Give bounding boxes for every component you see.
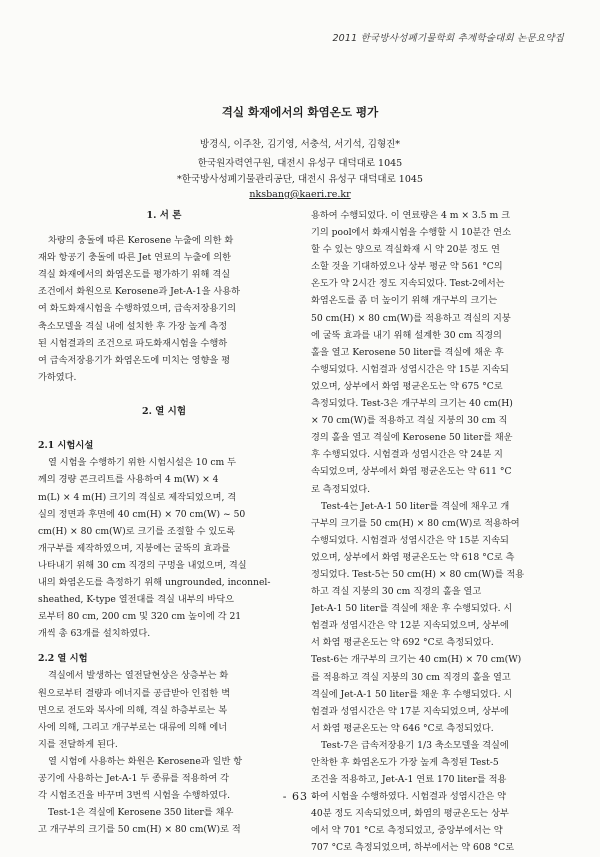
text-line: 측정되었다. Test-3은 개구부의 크기는 40 cm(H): [311, 398, 513, 410]
text-line: 기의 pool에서 화재시험을 수행할 시 10분간 연소: [311, 227, 511, 239]
right-column: [311, 207, 563, 857]
introduction-paragraph: [38, 232, 290, 386]
affiliation-primary: 한국원자력연구원, 대전시 유성구 대덕대로 1045: [197, 158, 403, 169]
author-email[interactable]: nksbang@kaeri.re.kr: [249, 189, 351, 200]
text-line: 각 시험조건을 바꾸며 3번씩 시험을 수행하였다.: [38, 790, 230, 802]
text-line: 수행되었다. 시험결과 성염시간은 약 15분 지속되: [311, 534, 509, 546]
text-line: 열 시험을 수행하기 위한 시험시설은 10 cm 두: [48, 457, 236, 469]
text-line: 조건에서 화원으로 Kerosene과 Jet-A-1을 사용하: [38, 286, 241, 298]
text-line: 구부의 크기를 50 cm(H) × 80 cm(W)로 적용하여: [311, 517, 520, 529]
section-heading-thermal-test: 2. 열 시험: [141, 406, 187, 418]
text-line: 안착한 후 화염온도가 가장 높게 측정된 Test-5: [311, 757, 499, 768]
text-line: 50 cm(H) × 80 cm(W)를 적용하고 격실의 지붕: [311, 312, 511, 324]
text-line: 께의 경량 콘크리트를 사용하여 4 m(W) × 4: [38, 474, 219, 486]
text-line: 40분 정도 지속되었으며, 화염의 평균온도는 상부: [311, 808, 509, 820]
text-line: 경의 홀을 열고 격실에 Kerosene 50 liter를 채운: [311, 432, 513, 444]
text-line: Jet-A-1 50 liter를 격실에 채운 후 수행되었다. 시: [311, 603, 513, 615]
text-line: m(L) × 4 m(H) 크기의 격실로 제작되었으며, 격: [38, 491, 237, 503]
paper-title: 격실 화재에서의 화염온도 평가: [221, 105, 379, 119]
text-line: Test-6는 개구부의 크기는 40 cm(H) × 70 cm(W): [311, 654, 522, 666]
text-line: 하여 시험을 수행하였다. 시험결과 성염시간은 약: [311, 791, 507, 803]
text-line: 온도가 약 2시간 정도 지속되었다. Test-2에서는: [311, 278, 505, 290]
test1-3-paragraph: [311, 207, 563, 498]
method-paragraph: [38, 667, 290, 752]
section-heading-introduction: 1. 서 론: [146, 210, 182, 221]
text-line: 지를 전달하게 된다.: [38, 738, 118, 750]
text-line: Test-4는 Jet-A-1 50 liter를 격실에 채우고 개: [321, 500, 510, 512]
text-line: 여 화도화재시험을 수행하였으며, 급속저장용기의: [38, 303, 237, 315]
text-line: 내의 화염온도를 측정하기 위해 ungrounded, inconnel-: [38, 576, 271, 588]
text-line: 면으로 전도와 복사에 의해, 격실 하층부로는 복: [38, 704, 228, 716]
text-line: 에서 약 701 °C로 측정되었고, 중앙부에서는 약: [311, 825, 503, 837]
text-line: 가하였다.: [38, 371, 77, 383]
text-line: 원으로부터 결량과 에너지를 공급받아 인접한 벽: [38, 687, 231, 699]
text-line: 고 개구부의 크기를 50 cm(H) × 80 cm(W)로 적: [38, 824, 241, 836]
text-line: 속되었으며, 상부에서 화염 평균온도는 약 611 °C: [311, 466, 512, 478]
subsection-heading-facility: 2.1 시험시설: [38, 440, 94, 452]
text-line: 나타내기 위해 30 cm 직경의 구멍을 내었으며, 격실: [38, 559, 247, 571]
test4-6-paragraph: [311, 498, 563, 737]
text-line: cm(H) × 80 cm(W)로 크기를 조절할 수 있도록: [38, 525, 235, 537]
text-line: Test-1은 격실에 Kerosene 350 liter를 채우: [48, 807, 234, 819]
text-line: 개구부를 제작하였으며, 지붕에는 굴뚝의 효과를: [38, 542, 231, 554]
text-line: 격실에 Jet-A-1 50 liter를 채운 후 수행되었다. 시: [311, 688, 513, 700]
facility-paragraph: [38, 454, 290, 642]
text-line: 할 수 있는 양으로 격실화재 시 약 20분 정도 연: [311, 244, 500, 256]
text-line: 정되었다. Test-5는 50 cm(H) × 80 cm(W)를 적용: [311, 568, 525, 580]
left-column: [38, 207, 290, 838]
text-line: 조건을 적용하고, Jet-A-1 연료 170 liter를 적용: [311, 774, 507, 786]
text-line: 707 °C로 측정되었으며, 하부에서는 약 608 °C로: [311, 842, 515, 854]
text-line: 된 시험결과의 조건으로 파도화재시험을 수행하: [38, 337, 228, 349]
text-line: 개씩 총 63개를 설치하였다.: [38, 628, 151, 640]
text-line: 서 화염 평균온도는 약 646 °C로 측정되었다.: [311, 722, 494, 734]
text-line: 축소모델을 격실 내에 설치한 후 가장 높게 측정: [38, 320, 228, 332]
page-number: - 63 -: [282, 790, 318, 803]
text-line: Test-7은 급속저장용기 1/3 축소모델을 격실에: [321, 739, 509, 751]
text-line: 에 굴뚝 효과를 내기 위해 설계한 30 cm 직경의: [311, 329, 502, 341]
text-line: 격실 화재에서의 화염온도를 평가하기 위해 격실: [38, 269, 231, 281]
author-list: 방경식, 이주찬, 김기영, 서충석, 서기석, 김형진*: [199, 139, 401, 150]
affiliation-secondary: *한국방사성폐기물관리공단, 대전시 유성구 대덕대로 1045: [177, 174, 423, 185]
text-line: 용하여 수행되었다. 이 연료량은 4 m × 3.5 m 크: [311, 210, 511, 221]
text-line: 었으며, 상부에서 화염 평균온도는 약 618 °C로 측: [311, 551, 515, 563]
text-line: 험결과 성염시간은 약 17분 지속되었으며, 상부에: [311, 705, 509, 717]
text-line: 공기에 사용하는 Jet-A-1 두 종류를 적용하여 각: [38, 773, 230, 784]
text-line: 재와 항공기 충돌에 따른 Jet 연료의 누출에 의한: [38, 252, 232, 264]
text-line: 열 시험에 사용하는 화원은 Kerosene과 일반 항: [48, 755, 243, 767]
subsection-heading-thermal-test: 2.2 열 시험: [38, 653, 88, 665]
text-line: 홀을 열고 Kerosene 50 liter를 격실에 채운 후: [311, 346, 504, 358]
text-line: 사에 의해, 그리고 개구부로는 대류에 의해 에너: [38, 721, 228, 733]
text-line: 로부터 80 cm, 200 cm 및 320 cm 높이에 각 21: [38, 611, 242, 623]
text-line: sheathed, K-type 열전대를 격실 내부의 바닥으: [38, 594, 234, 606]
text-line: 수행되었다. 시험결과 성염시간은 약 15분 지속되: [311, 363, 509, 375]
text-line: 여 급속저장용기가 화염온도에 미치는 영향을 평: [38, 354, 231, 366]
running-header: 2011 한국방사성폐기물학회 추계학술대회 논문요약집: [332, 33, 564, 44]
text-line: 차량의 충돌에 따른 Kerosene 누출에 의한 화: [48, 235, 234, 247]
text-line: 험결과 성염시간은 약 12분 지속되었으며, 상부에: [311, 620, 509, 632]
text-line: 었으며, 상부에서 화염 평균온도는 약 675 °C로: [311, 380, 503, 392]
text-line: 실의 정면과 후면에 40 cm(H) × 70 cm(W) ~ 50: [38, 508, 246, 520]
text-line: 서 화염 평균온도는 약 692 °C로 측정되었다.: [311, 637, 494, 649]
text-line: 화염온도를 좀 더 높이기 위해 개구부의 크기는: [311, 295, 498, 307]
text-line: 하고 격실 지붕의 30 cm 직경의 홀을 열고: [311, 586, 482, 598]
text-line: 를 적용하고 격실 지붕의 30 cm 직경의 홀을 열고: [311, 671, 511, 683]
text-line: 격실에서 발생하는 열전달현상은 상층부는 화: [48, 670, 229, 682]
text-line: 소할 것을 기대하였으나 상부 평균 약 561 °C의: [311, 261, 503, 273]
text-line: 후 수행되었다. 시험결과 성염시간은 약 24분 지: [311, 449, 503, 461]
text-line: 로 측정되었다.: [311, 483, 371, 495]
text-line: × 70 cm(W)를 적용하고 격실 지붕의 30 cm 직: [311, 415, 508, 427]
test1-paragraph: [38, 804, 290, 838]
